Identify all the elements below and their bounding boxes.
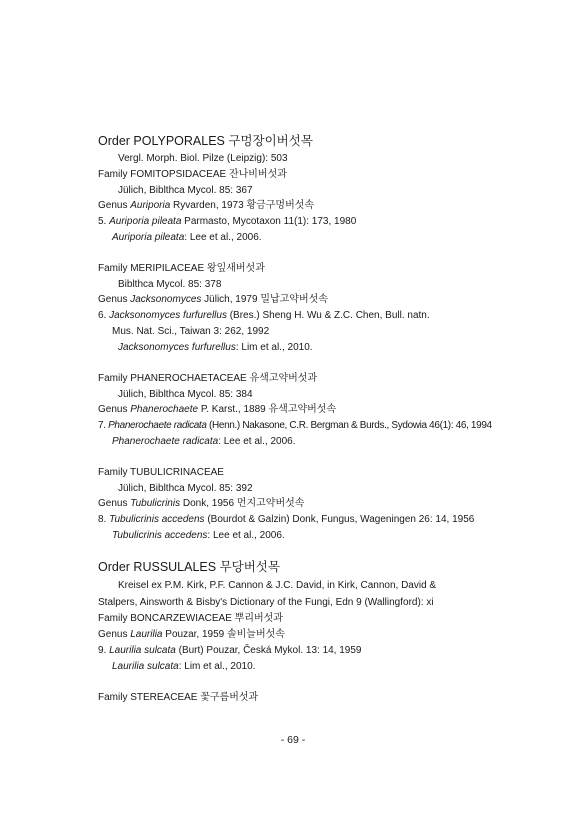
species-9-record	[112, 661, 255, 673]
genus-tubulicrinis-line	[98, 498, 304, 510]
genus-authority: Donk, 1956 먼지고약버섯속	[180, 498, 305, 509]
genus-label: Genus	[98, 498, 131, 509]
order-russulales-citation-line-2: Stalpers, Ainsworth & Bisby's Dictionary of the Fungi, Edn 9 (Wallingford): xi	[98, 597, 434, 608]
species-8-entry	[98, 514, 474, 526]
family-tubulicrinaceae-citation: Jülich, Biblthca Mycol. 85: 392	[118, 483, 253, 494]
record-species-name: Laurilia sulcata	[112, 661, 179, 672]
family-phanerochaetaceae-citation: Jülich, Biblthca Mycol. 85: 384	[118, 389, 253, 400]
species-citation: (Bourdot & Galzin) Donk, Fungus, Wageningen 26: 14, 1956	[204, 514, 475, 525]
record-species-name: Tubulicrinis accedens	[112, 530, 208, 541]
species-citation: Parmasto, Mycotaxon 11(1): 173, 1980	[181, 216, 357, 227]
species-7-record	[112, 436, 295, 448]
genus-authority: P. Karst., 1889 유색고약버섯속	[198, 404, 337, 415]
family-fomitopsidaceae-heading: Family FOMITOPSIDACEAE 잔나비버섯과	[98, 169, 287, 180]
record-reference: : Lim et al., 2010.	[178, 661, 256, 672]
genus-name: Auriporia	[130, 200, 171, 211]
species-name: Phanerochaete radicata	[108, 420, 207, 431]
genus-laurilia-line	[98, 629, 285, 641]
species-6-entry	[98, 310, 430, 322]
species-9-entry	[98, 645, 362, 657]
species-number: 5.	[98, 216, 110, 227]
family-fomitopsidaceae-citation: Jülich, Biblthca Mycol. 85: 367	[118, 185, 253, 196]
genus-phanerochaete-line	[98, 404, 336, 416]
genus-authority: Jülich, 1979 밀납고약버섯속	[201, 294, 328, 305]
species-name: Tubulicrinis accedens	[109, 514, 205, 525]
genus-jacksonomyces-line	[98, 294, 328, 306]
species-number: 6.	[98, 310, 110, 321]
species-name: Laurilia sulcata	[109, 645, 176, 656]
order-russulales-citation-line-1: Kreisel ex P.M. Kirk, P.F. Cannon & J.C. David, in Kirk, Cannon, David &	[118, 580, 437, 591]
family-boncarzewiaceae-heading: Family BONCARZEWIACEAE 뿌리버섯과	[98, 613, 283, 624]
genus-authority: Pouzar, 1959 솔비늘버섯속	[162, 629, 285, 640]
record-species-name: Phanerochaete radicata	[112, 436, 219, 447]
record-species-name: Auriporia pileata	[112, 232, 185, 243]
family-tubulicrinaceae-heading: Family TUBULICRINACEAE	[98, 467, 224, 478]
family-meripilaceae-heading: Family MERIPILACEAE 왕잎새버섯과	[98, 263, 265, 274]
species-citation: (Bres.) Sheng H. Wu & Z.C. Chen, Bull. natn.	[226, 310, 430, 321]
species-number: 9.	[98, 645, 110, 656]
genus-name: Jacksonomyces	[130, 294, 202, 305]
page-number: - 69 -	[280, 734, 306, 746]
record-reference: : Lee et al., 2006.	[218, 436, 296, 447]
family-phanerochaetaceae-heading: Family PHANEROCHAETACEAE 유색고약버섯과	[98, 373, 318, 384]
species-citation: (Burt) Pouzar, Česká Mykol. 13: 14, 1959	[175, 645, 362, 656]
genus-name: Tubulicrinis	[130, 498, 181, 509]
order-polyporales-heading: Order POLYPORALES 구멍장이버섯목	[98, 134, 313, 148]
species-name: Auriporia pileata	[109, 216, 182, 227]
species-number: 7.	[98, 420, 109, 431]
species-7-entry	[98, 420, 492, 432]
species-citation: (Henn.) Nakasone, C.R. Bergman & Burds., Sydowia 46(1): 46, 1994	[206, 420, 492, 431]
order-russulales-heading: Order RUSSULALES 무당버섯목	[98, 560, 280, 574]
record-species-name: Jacksonomyces furfurellus	[118, 342, 236, 353]
order-polyporales-citation: Vergl. Morph. Biol. Pilze (Leipzig): 503	[118, 153, 288, 164]
species-name: Jacksonomyces furfurellus	[109, 310, 227, 321]
species-5-entry	[98, 216, 356, 228]
species-6-record	[118, 342, 313, 354]
record-reference: : Lee et al., 2006.	[184, 232, 262, 243]
genus-label: Genus	[98, 629, 131, 640]
genus-name: Laurilia	[130, 629, 163, 640]
genus-auriporia-line	[98, 200, 314, 212]
genus-label: Genus	[98, 294, 131, 305]
family-stereaceae-heading: Family STEREACEAE 꽃구름버섯과	[98, 692, 259, 703]
species-number: 8.	[98, 514, 110, 525]
species-6-citation-continued: Mus. Nat. Sci., Taiwan 3: 262, 1992	[112, 326, 270, 337]
species-8-record	[112, 530, 285, 542]
record-reference: : Lee et al., 2006.	[207, 530, 285, 541]
family-meripilaceae-citation: Biblthca Mycol. 85: 378	[118, 279, 222, 290]
genus-label: Genus	[98, 404, 131, 415]
genus-authority: Ryvarden, 1973 황금구멍버섯속	[170, 200, 315, 211]
record-reference: : Lim et al., 2010.	[235, 342, 313, 353]
genus-name: Phanerochaete	[130, 404, 199, 415]
species-5-record	[112, 232, 262, 244]
genus-label: Genus	[98, 200, 131, 211]
